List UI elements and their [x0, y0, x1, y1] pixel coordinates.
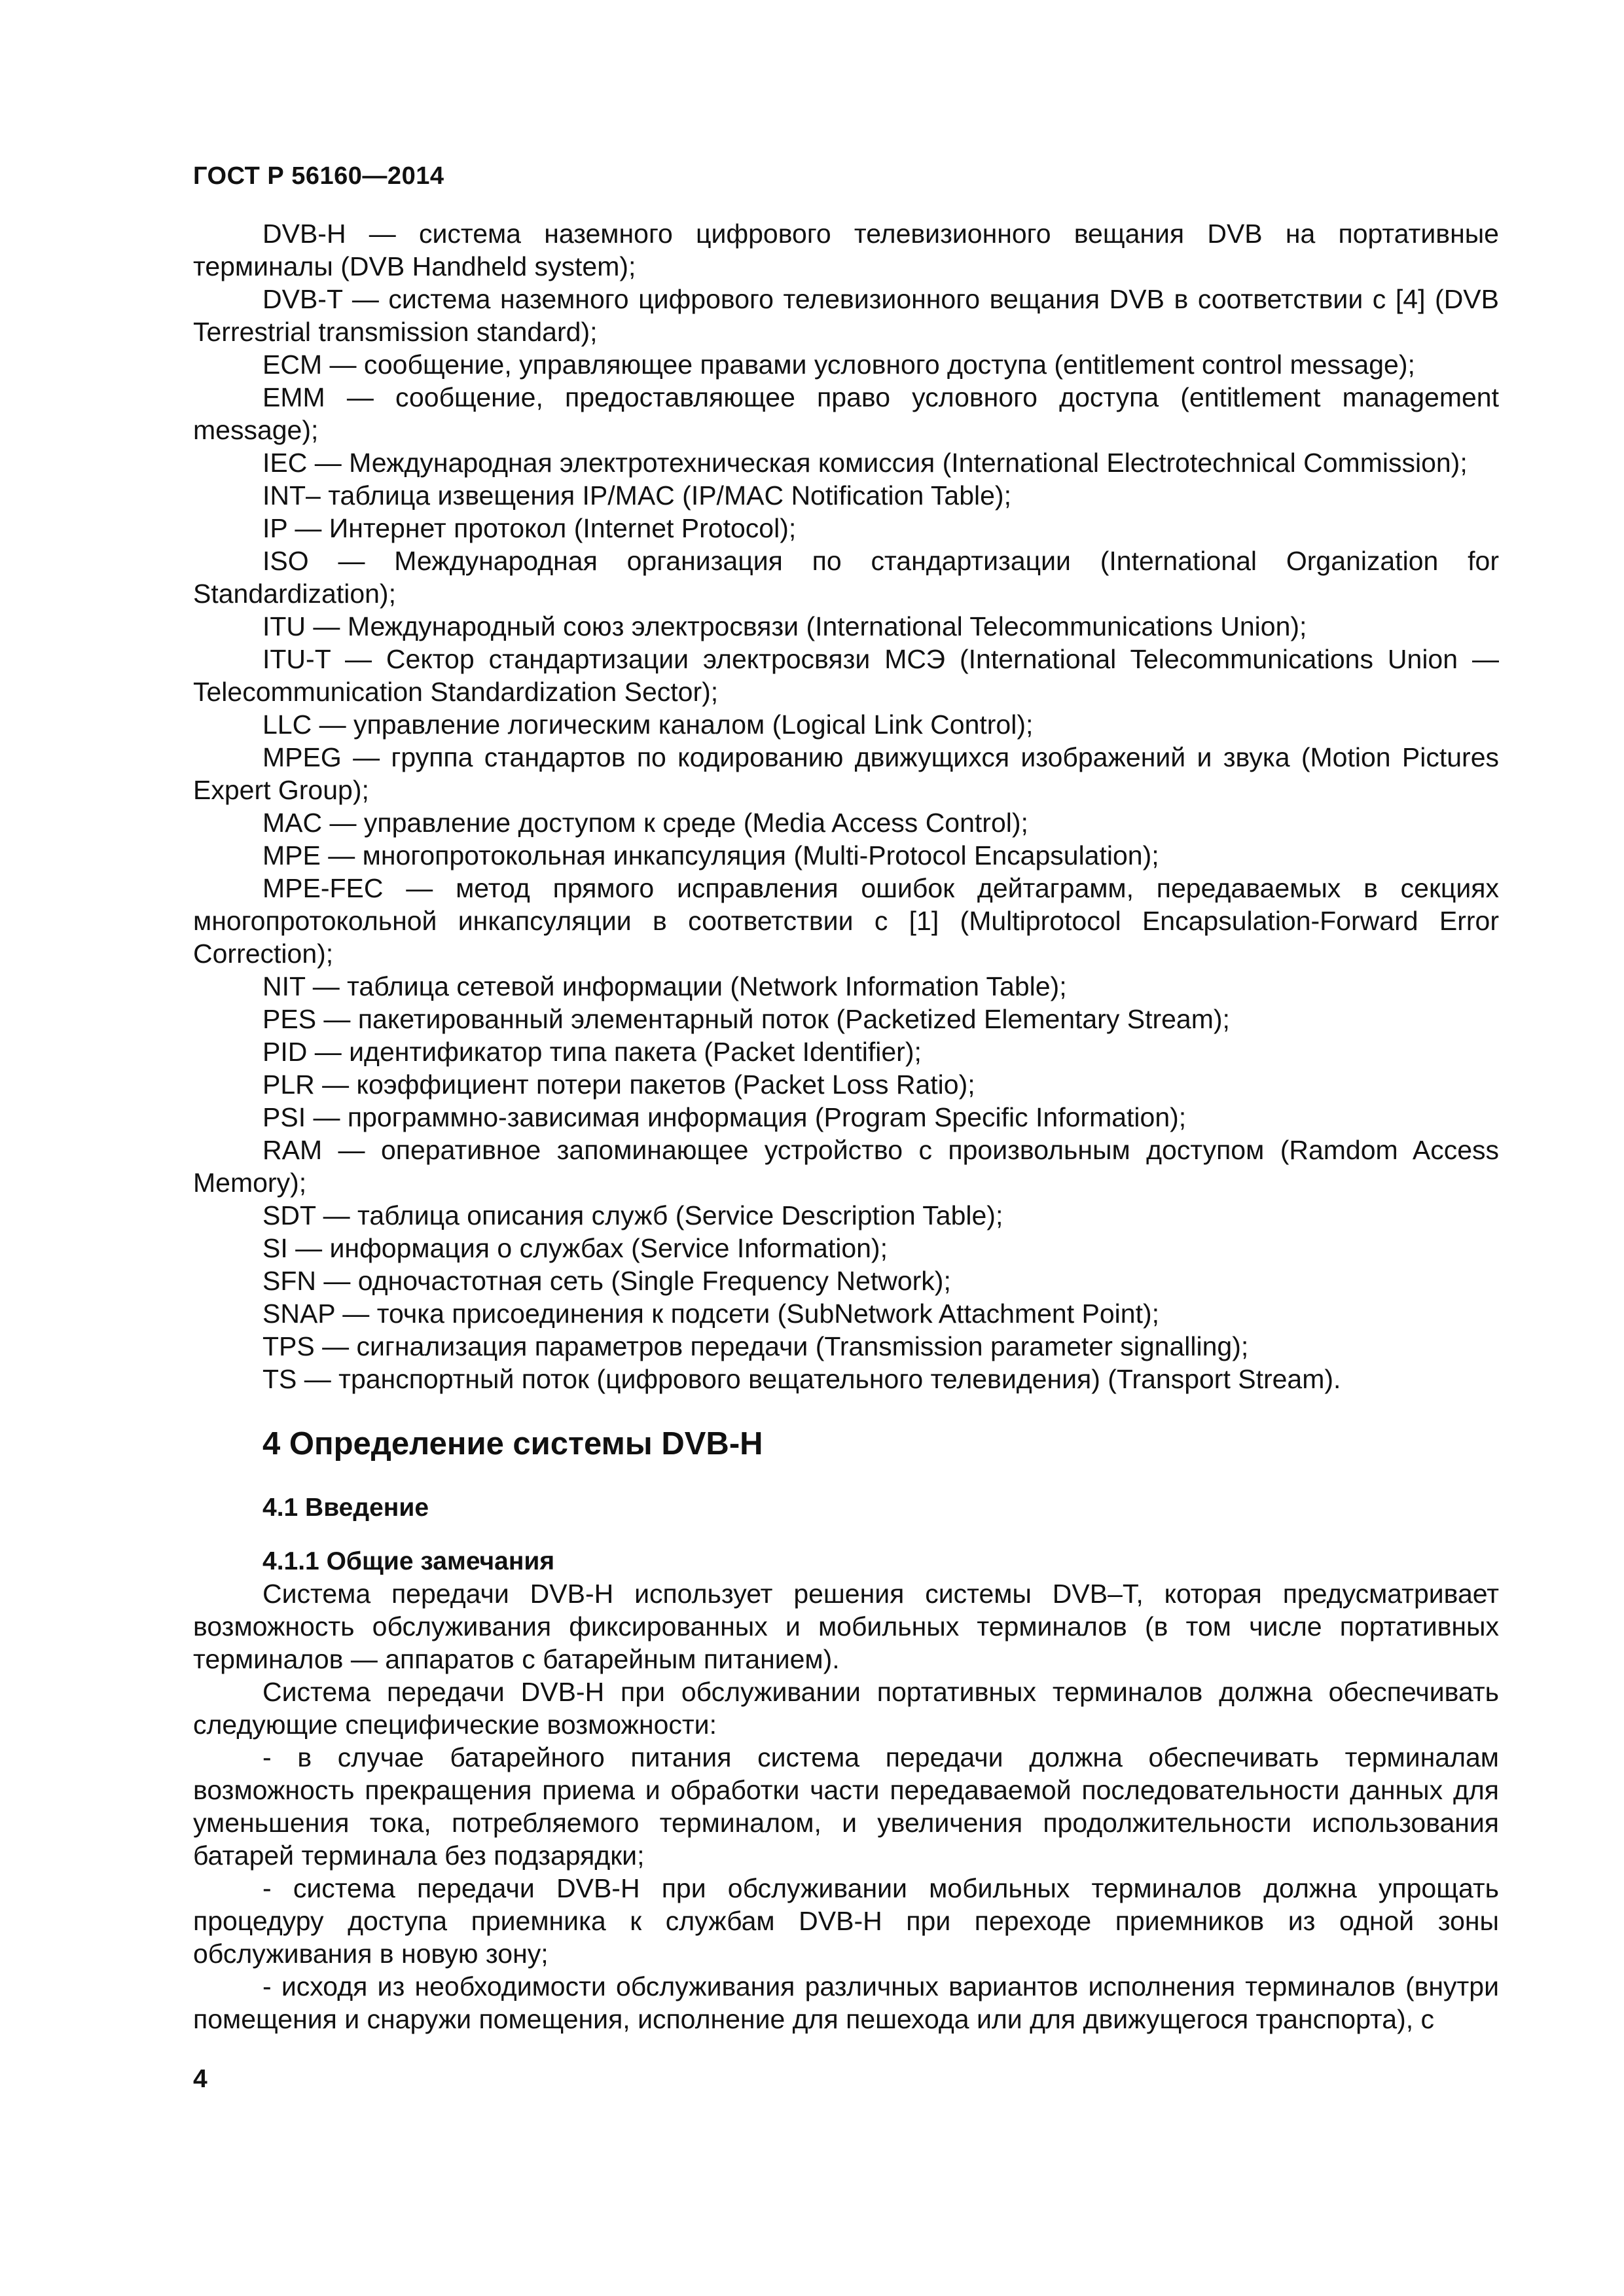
section-heading: 4 Определение системы DVB-H	[262, 1426, 763, 1462]
abbreviation-item: TPS — сигнализация параметров передачи (Transmission parameter signalling);	[262, 1331, 1249, 1361]
abbreviation-item: SFN — одночастотная сеть (Single Frequency Network);	[262, 1266, 951, 1296]
abbreviation-item: ITU-T — Сектор стандартизации электросвязи МСЭ (International Telecommunications Union — Telecommunication Standardization Sector);	[193, 644, 1499, 707]
abbreviation-item: MPE — многопротокольная инкапсуляция (Multi-Protocol Encapsulation);	[262, 840, 1159, 870]
abbreviation-item: PES — пакетированный элементарный поток (Packetized Elementary Stream);	[262, 1004, 1230, 1034]
abbreviation-item: PLR — коэффициент потери пакетов (Packet Loss Ratio);	[262, 1069, 975, 1100]
abbreviation-item: DVB-T — система наземного цифрового телевизионного вещания DVB в соответствии с [4] (DVB Terrestrial transmission standard);	[193, 284, 1499, 347]
abbreviation-item: ITU — Международный союз электросвязи (International Telecommunications Union);	[262, 611, 1307, 641]
list-item: - исходя из необходимости обслуживания различных вариантов исполнения терминалов (внутри помещения и снаружи помещения, исполнение для пешехода или для движущегося транспорта), с	[193, 1971, 1499, 2034]
page-number: 4	[193, 2065, 208, 2093]
abbreviation-item: RAM — оперативное запоминающее устройство с произвольным доступом (Ramdom Access Memory);	[193, 1135, 1499, 1198]
abbreviation-item: SI — информация о службах (Service Information);	[262, 1233, 888, 1263]
list-item: - система передачи DVB-H при обслуживании мобильных терминалов должна упрощать процедуру доступа приемника к службам DVB-H при переходе приемников из одной зоны обслуживания в новую зону;	[193, 1873, 1499, 1969]
abbreviation-item: SNAP — точка присоединения к подсети (SubNetwork Attachment Point);	[262, 1299, 1160, 1329]
subsubsection-heading: 4.1.1 Общие замечания	[262, 1547, 555, 1575]
body-paragraph: Система передачи DVB-H при обслуживании портативных терминалов должна обеспечивать следующие специфические возможности:	[193, 1677, 1499, 1740]
body-paragraph: Система передачи DVB-H использует решения системы DVB–T, которая предусматривает возможность обслуживания фиксированных и мобильных терминалов (в том числе портативных терминалов — аппаратов с батарейным питанием).	[193, 1579, 1499, 1674]
abbreviation-item: ECM — сообщение, управляющее правами условного доступа (entitlement control message);	[262, 350, 1415, 380]
abbreviation-list	[193, 217, 1499, 1395]
abbreviation-item: MPE-FEC — метод прямого исправления ошибок дейтаграмм, передаваемых в секциях многопротокольной инкапсуляции в соответствии с [1] (Multiprotocol Encapsulation-Forward Error Correction);	[193, 873, 1499, 969]
document-header: ГОСТ Р 56160—2014	[193, 162, 444, 190]
abbreviation-item: ISO — Международная организация по стандартизации (International Organization for Standardization);	[193, 546, 1499, 609]
abbreviation-item: TS — транспортный поток (цифрового вещательного телевидения) (Transport Stream).	[262, 1364, 1341, 1394]
abbreviation-item: DVB-H — система наземного цифрового телевизионного вещания DVB на портативные терминалы (DVB Handheld system);	[193, 219, 1499, 281]
abbreviation-item: SDT — таблица описания служб (Service Description Table);	[262, 1200, 1003, 1230]
abbreviation-item: EMM — сообщение, предоставляющее право условного доступа (entitlement management message);	[193, 382, 1499, 445]
page-content	[193, 217, 1499, 2036]
subsection-heading: 4.1 Введение	[262, 1494, 429, 1522]
abbreviation-item: LLC — управление логическим каналом (Logical Link Control);	[262, 709, 1034, 740]
abbreviation-item: PSI — программно-зависимая информация (Program Specific Information);	[262, 1102, 1187, 1132]
list-item: - в случае батарейного питания система передачи должна обеспечивать терминалам возможность прекращения приема и обработки части передаваемой последовательности данных для уменьшения тока, потребляемого терминалом, и увеличения продолжительности использования батарей терминала без подзарядки;	[193, 1742, 1499, 1871]
abbreviation-item: PID — идентификатор типа пакета (Packet Identifier);	[262, 1037, 922, 1067]
section-body	[193, 1577, 1499, 2036]
abbreviation-item: MAC — управление доступом к среде (Media Access Control);	[262, 808, 1028, 838]
abbreviation-item: NIT — таблица сетевой информации (Network Information Table);	[262, 971, 1067, 1001]
abbreviation-item: INT– таблица извещения IP/MAC (IP/MAC Notification Table);	[262, 480, 1011, 511]
abbreviation-item: IEC — Международная электротехническая комиссия (International Electrotechnical Commission);	[262, 448, 1468, 478]
abbreviation-item: IP — Интернет протокол (Internet Protocol);	[262, 513, 797, 543]
abbreviation-item: MPEG — группа стандартов по кодированию движущихся изображений и звука (Motion Pictures Expert Group);	[193, 742, 1499, 805]
